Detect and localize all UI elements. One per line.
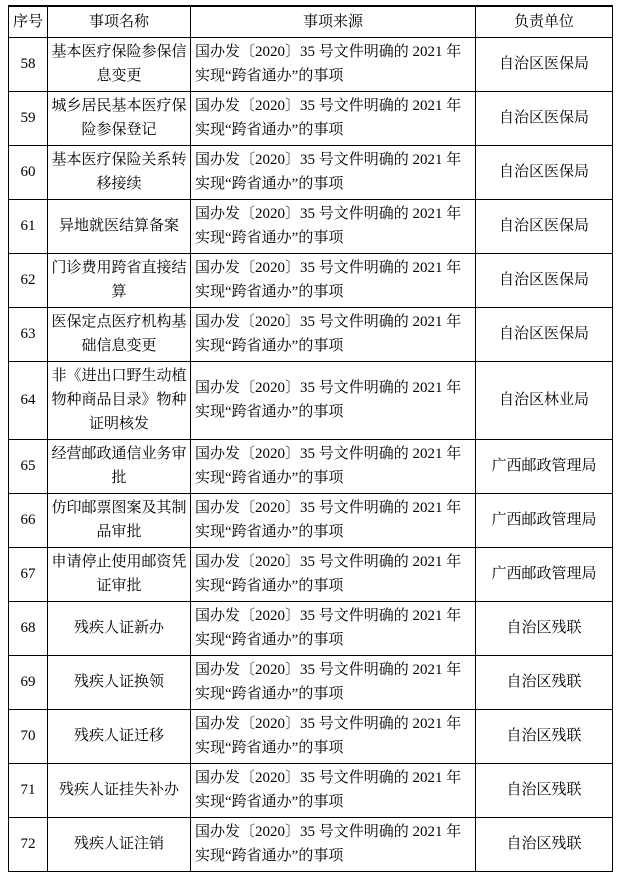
- table-row: [9, 361, 613, 439]
- cell-responsible-unit: 自治区残联: [476, 709, 613, 763]
- cell-row-number: 68: [9, 601, 48, 655]
- cell-item-name: 残疾人证挂失补办: [48, 763, 191, 817]
- table-row: [9, 91, 613, 145]
- cell-responsible-unit: 自治区残联: [476, 763, 613, 817]
- cell-responsible-unit: 广西邮政管理局: [476, 493, 613, 547]
- cell-item-source: 国办发〔2020〕35 号文件明确的 2021 年实现“跨省通办”的事项: [191, 763, 476, 817]
- cell-item-name: 残疾人证注销: [48, 817, 191, 871]
- table-row: [9, 439, 613, 493]
- cell-row-number: 66: [9, 493, 48, 547]
- cell-item-name: 残疾人证新办: [48, 601, 191, 655]
- cell-responsible-unit: 自治区林业局: [476, 361, 613, 439]
- table-row: [9, 37, 613, 91]
- cell-item-name: 城乡居民基本医疗保险参保登记: [48, 91, 191, 145]
- table-row: [9, 763, 613, 817]
- cell-responsible-unit: 自治区医保局: [476, 145, 613, 199]
- table-row: [9, 601, 613, 655]
- table-row: [9, 655, 613, 709]
- cell-item-name: 经营邮政通信业务审批: [48, 439, 191, 493]
- cell-item-name: 基本医疗保险参保信息变更: [48, 37, 191, 91]
- cell-row-number: 63: [9, 307, 48, 361]
- cell-row-number: 60: [9, 145, 48, 199]
- cell-row-number: 65: [9, 439, 48, 493]
- cell-item-name: 残疾人证换领: [48, 655, 191, 709]
- cell-item-source: 国办发〔2020〕35 号文件明确的 2021 年实现“跨省通办”的事项: [191, 439, 476, 493]
- col-header-unit: 负责单位: [476, 6, 613, 37]
- cell-row-number: 72: [9, 817, 48, 871]
- cell-responsible-unit: 自治区残联: [476, 601, 613, 655]
- table-row: [9, 709, 613, 763]
- cell-item-source: 国办发〔2020〕35 号文件明确的 2021 年实现“跨省通办”的事项: [191, 601, 476, 655]
- col-header-source: 事项来源: [191, 6, 476, 37]
- items-table: [8, 5, 613, 872]
- table-row: [9, 145, 613, 199]
- cell-item-name: 申请停止使用邮资凭证审批: [48, 547, 191, 601]
- cell-item-source: 国办发〔2020〕35 号文件明确的 2021 年实现“跨省通办”的事项: [191, 253, 476, 307]
- cell-responsible-unit: 广西邮政管理局: [476, 547, 613, 601]
- cell-responsible-unit: 自治区医保局: [476, 91, 613, 145]
- cell-row-number: 69: [9, 655, 48, 709]
- cell-row-number: 67: [9, 547, 48, 601]
- cell-item-source: 国办发〔2020〕35 号文件明确的 2021 年实现“跨省通办”的事项: [191, 709, 476, 763]
- cell-item-source: 国办发〔2020〕35 号文件明确的 2021 年实现“跨省通办”的事项: [191, 145, 476, 199]
- cell-row-number: 62: [9, 253, 48, 307]
- cell-item-source: 国办发〔2020〕35 号文件明确的 2021 年实现“跨省通办”的事项: [191, 493, 476, 547]
- cell-item-name: 基本医疗保险关系转移接续: [48, 145, 191, 199]
- cell-row-number: 61: [9, 199, 48, 253]
- table-row: [9, 493, 613, 547]
- cell-responsible-unit: 自治区残联: [476, 817, 613, 871]
- table-row: [9, 199, 613, 253]
- cell-item-name: 医保定点医疗机构基础信息变更: [48, 307, 191, 361]
- header-row: [9, 6, 613, 37]
- cell-item-name: 仿印邮票图案及其制品审批: [48, 493, 191, 547]
- table-row: [9, 307, 613, 361]
- cell-item-source: 国办发〔2020〕35 号文件明确的 2021 年实现“跨省通办”的事项: [191, 655, 476, 709]
- cell-item-name: 残疾人证迁移: [48, 709, 191, 763]
- cell-responsible-unit: 广西邮政管理局: [476, 439, 613, 493]
- cell-item-source: 国办发〔2020〕35 号文件明确的 2021 年实现“跨省通办”的事项: [191, 37, 476, 91]
- cell-row-number: 58: [9, 37, 48, 91]
- table-row: [9, 817, 613, 871]
- cell-responsible-unit: 自治区医保局: [476, 199, 613, 253]
- cell-item-source: 国办发〔2020〕35 号文件明确的 2021 年实现“跨省通办”的事项: [191, 199, 476, 253]
- cell-item-name: 异地就医结算备案: [48, 199, 191, 253]
- cell-item-source: 国办发〔2020〕35 号文件明确的 2021 年实现“跨省通办”的事项: [191, 307, 476, 361]
- cell-responsible-unit: 自治区医保局: [476, 307, 613, 361]
- cell-row-number: 64: [9, 361, 48, 439]
- cell-row-number: 71: [9, 763, 48, 817]
- cell-item-source: 国办发〔2020〕35 号文件明确的 2021 年实现“跨省通办”的事项: [191, 91, 476, 145]
- cell-item-source: 国办发〔2020〕35 号文件明确的 2021 年实现“跨省通办”的事项: [191, 547, 476, 601]
- table-row: [9, 253, 613, 307]
- cell-item-source: 国办发〔2020〕35 号文件明确的 2021 年实现“跨省通办”的事项: [191, 817, 476, 871]
- cell-item-name: 门诊费用跨省直接结算: [48, 253, 191, 307]
- cell-responsible-unit: 自治区医保局: [476, 37, 613, 91]
- cell-row-number: 59: [9, 91, 48, 145]
- cell-responsible-unit: 自治区医保局: [476, 253, 613, 307]
- col-header-name: 事项名称: [48, 6, 191, 37]
- col-header-no: 序号: [9, 6, 48, 37]
- table-body: [9, 37, 613, 871]
- table-row: [9, 547, 613, 601]
- cell-row-number: 70: [9, 709, 48, 763]
- cell-item-source: 国办发〔2020〕35 号文件明确的 2021 年实现“跨省通办”的事项: [191, 361, 476, 439]
- table-header: [9, 6, 613, 37]
- cell-item-name: 非《进出口野生动植物种商品目录》物种证明核发: [48, 361, 191, 439]
- cell-responsible-unit: 自治区残联: [476, 655, 613, 709]
